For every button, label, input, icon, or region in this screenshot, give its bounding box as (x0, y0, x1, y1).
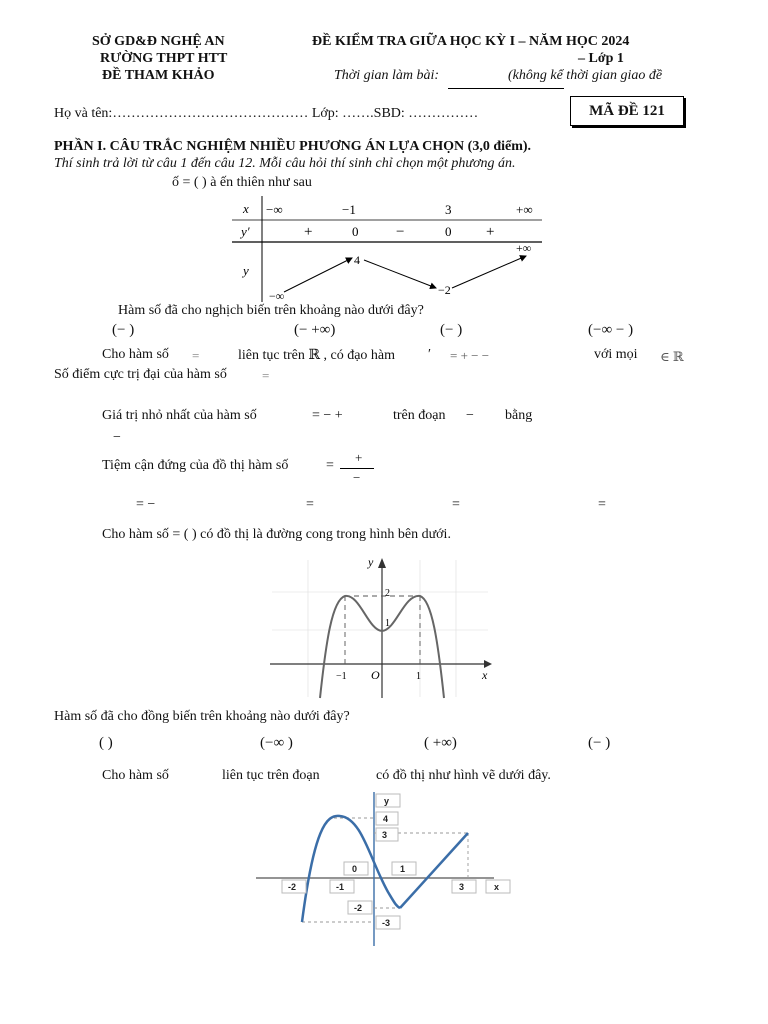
q5-tick-2: 2 (385, 588, 390, 599)
table-yp-val: − (396, 224, 405, 240)
q5-option-d[interactable]: (− ) (588, 735, 611, 751)
q1-option-c[interactable]: (− ) (440, 322, 463, 338)
q2-for-all: với mọi (594, 347, 638, 362)
q6-tick-ym3: -3 (382, 918, 391, 928)
q6-tick-3: 3 (382, 830, 388, 840)
q4-stem: Tiệm cận đứng của đồ thị hàm số (102, 458, 289, 473)
q6-stem-c: có đồ thị như hình vẽ dưới đây. (376, 768, 551, 783)
q6-y-label: y (384, 796, 390, 806)
table-arrow-down (364, 260, 436, 288)
q6-tick-m2: -2 (288, 882, 297, 892)
table-yp-val: 0 (352, 224, 359, 239)
q4-equals: = (326, 458, 334, 473)
q4-fraction-bar (340, 468, 374, 469)
student-info-line: Họ và tên:…………………………………… Lớp: …….SBD: …………… (54, 106, 479, 121)
table-y-val: +∞ (516, 241, 532, 255)
table-arrow-up (284, 258, 352, 292)
q2-equals: = (192, 348, 200, 363)
q5-origin-label: O (371, 668, 380, 682)
dept-name: SỞ GD&Đ NGHỆ AN (92, 34, 225, 49)
time-underline (448, 88, 564, 89)
table-x-label: x (243, 201, 249, 216)
table-x-val: −1 (342, 202, 356, 217)
q5-function-graph (268, 552, 496, 700)
q6-stem-a: Cho hàm số (102, 768, 169, 783)
q5-tick-m1: −1 (336, 671, 347, 682)
q5-tick-x1: 1 (416, 671, 421, 682)
q6-tick-x3: 3 (459, 882, 465, 892)
q6-tick-1: 1 (400, 864, 406, 874)
q2-stem-start: Cho hàm số (102, 347, 169, 362)
q3-interval-dash: − (466, 408, 474, 423)
table-y-val: −∞ (269, 289, 285, 303)
q3-expression: = − + (312, 408, 343, 423)
exam-code-box (570, 96, 684, 126)
q6-tick-4: 4 (383, 814, 389, 824)
q1-option-b[interactable]: (− +∞) (294, 322, 336, 338)
q1-option-d[interactable]: (−∞ − ) (588, 322, 634, 338)
q4-option-c[interactable]: = (452, 497, 460, 512)
q2-question: Số điểm cực trị đại của hàm số (54, 367, 227, 382)
grade-label: – Lớp 1 (578, 51, 624, 66)
q6-tick-0: 0 (352, 864, 358, 874)
q5-option-b[interactable]: (−∞ ) (260, 735, 293, 751)
q4-option-d[interactable]: = (598, 497, 606, 512)
q5-question: Hàm số đã cho đồng biến trên khoảng nào dưới đây? (54, 709, 350, 724)
q2-question-eq: = (262, 368, 270, 383)
exam-title: ĐỀ KIỂM TRA GIỮA HỌC KỲ I – NĂM HỌC 2024 (312, 34, 630, 49)
exam-code: MÃ ĐỀ 121 (589, 102, 665, 119)
q2-derivative-expr: = + − − (450, 348, 490, 363)
q5-option-a[interactable]: ( ) (99, 735, 113, 751)
q4-denominator: − (353, 470, 361, 485)
q3-equals-word: bằng (505, 408, 533, 423)
q6-tick-ym2: -2 (354, 903, 363, 913)
time-label: Thời gian làm bài: (334, 68, 440, 83)
table-x-val: −∞ (266, 202, 283, 217)
q5-x-label: x (482, 668, 488, 682)
q6-tick-m1: -1 (336, 882, 345, 892)
q5-stem: Cho hàm số = ( ) có đồ thị là đường cong trong hình bên dưới. (102, 527, 451, 542)
table-x-val: 3 (445, 202, 452, 217)
reference-label: ĐỀ THAM KHẢO (102, 68, 215, 83)
q6-function-graph (254, 790, 516, 950)
q2-prime: ′ (428, 347, 432, 362)
time-note: (không kể thời gian giao đề (508, 68, 663, 83)
q6-x-label: x (494, 882, 500, 892)
q4-numerator: + (355, 450, 363, 465)
q1-stem: ố = ( ) à ến thiên như sau (172, 175, 312, 190)
q5-tick-1: 1 (385, 618, 390, 629)
q2-stem-mid: liên tục trên ℝ , có đạo hàm (238, 348, 396, 363)
q1-option-a[interactable]: (− ) (112, 322, 135, 338)
q5-y-label: y (368, 555, 374, 569)
q2-real-set: ∈ ℝ (660, 349, 684, 364)
part1-instruction: Thí sinh trả lời từ câu 1 đến câu 12. Mỗi câu hỏi thí sinh chỉ chọn một phương án. (54, 156, 516, 171)
part1-heading: PHẦN I. CÂU TRẮC NGHIỆM NHIỀU PHƯƠNG ÁN LỰA CHỌN (3,0 điểm). (54, 139, 532, 154)
q3-extra: − (113, 430, 121, 445)
table-yp-val: 0 (445, 224, 452, 239)
q3-stem: Giá trị nhỏ nhất của hàm số (102, 408, 257, 423)
variation-table (232, 196, 544, 304)
table-y-label: y (243, 263, 249, 278)
table-x-val: +∞ (516, 202, 533, 217)
q5-option-c[interactable]: ( +∞) (424, 735, 457, 751)
table-y-val: 4 (354, 253, 360, 267)
q1-question: Hàm số đã cho nghịch biến trên khoảng nào dưới đây? (118, 303, 424, 318)
table-y-val: −2 (438, 283, 451, 297)
table-yp-val: + (304, 224, 313, 240)
table-arrow-up (452, 256, 526, 288)
q4-option-b[interactable]: = (306, 497, 314, 512)
school-name: RƯỜNG THPT HTT (100, 51, 228, 66)
table-yp-val: + (486, 224, 495, 240)
q3-interval-label: trên đoạn (393, 408, 446, 423)
q4-option-a[interactable]: = − (136, 497, 156, 512)
table-yp-label: y′ (241, 224, 250, 239)
q6-stem-b: liên tục trên đoạn (222, 768, 320, 783)
